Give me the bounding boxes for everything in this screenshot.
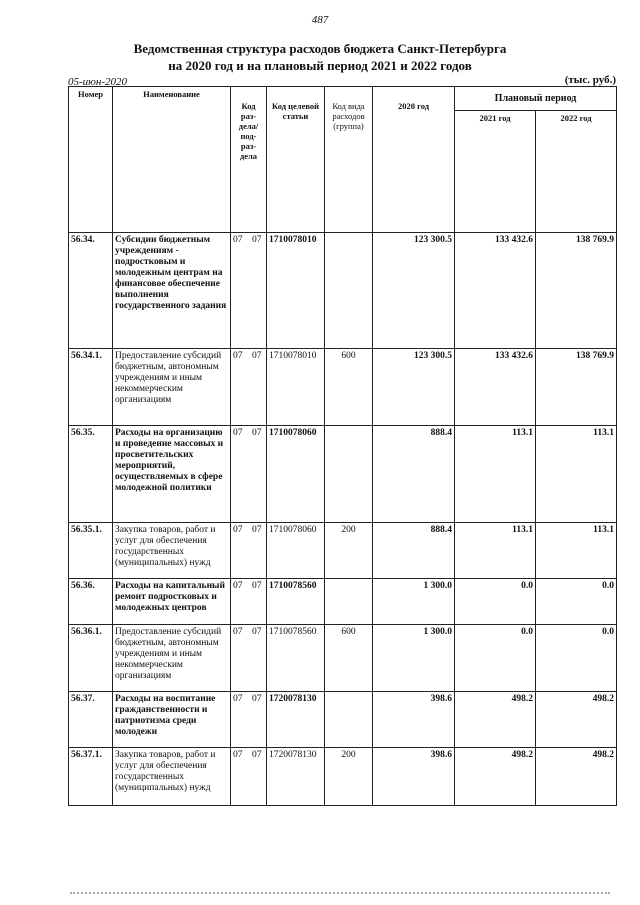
table-row xyxy=(69,233,617,349)
header-2021: 2021 год xyxy=(455,111,536,233)
table-row xyxy=(69,625,617,692)
document-date: 05-июн-2020 xyxy=(68,76,128,88)
document-title xyxy=(0,40,640,74)
row-2021-value: 133 432.6 xyxy=(455,349,536,426)
row-name: Расходы на организацию и проведение массовых и просветительских мероприятий, осуществляемых в сфере молодежной политики xyxy=(113,426,231,523)
table-body xyxy=(69,233,617,806)
row-name: Закупка товаров, работ и услуг для обеспечения государственных (муниципальных) нужд xyxy=(113,748,231,806)
row-2020-value: 398.6 xyxy=(373,692,455,748)
row-razdel: 07 07 xyxy=(231,426,267,523)
row-2020-value: 1 300.0 xyxy=(373,579,455,625)
row-target-code: 1710078010 xyxy=(267,349,325,426)
header-razdel: Код раз- дела/ под- раз- дела xyxy=(231,87,267,233)
row-2021-value: 0.0 xyxy=(455,579,536,625)
table-row xyxy=(69,692,617,748)
header-2020: 2020 год xyxy=(373,87,455,233)
title-line-1: Ведомственная структура расходов бюджета Санкт-Петербурга xyxy=(133,41,507,56)
page-number: 487 xyxy=(311,14,329,26)
row-target-code: 1720078130 xyxy=(267,692,325,748)
header-target-code: Код целевой статьи xyxy=(267,87,325,233)
row-2020-value: 1 300.0 xyxy=(373,625,455,692)
row-target-code: 1710078060 xyxy=(267,523,325,579)
row-number: 56.34. xyxy=(69,233,113,349)
row-target-code: 1710078560 xyxy=(267,625,325,692)
header-name: Наименование xyxy=(113,87,231,233)
row-2022-value: 498.2 xyxy=(536,748,617,806)
row-number: 56.36.1. xyxy=(69,625,113,692)
row-2022-value: 0.0 xyxy=(536,579,617,625)
row-2020-value: 888.4 xyxy=(373,426,455,523)
row-2020-value: 888.4 xyxy=(373,523,455,579)
row-target-code: 1710078010 xyxy=(267,233,325,349)
row-number: 56.36. xyxy=(69,579,113,625)
row-group-code: 600 xyxy=(325,625,373,692)
row-2022-value: 113.1 xyxy=(536,523,617,579)
row-number: 56.37.1. xyxy=(69,748,113,806)
row-2020-value: 123 300.5 xyxy=(373,349,455,426)
row-razdel: 07 07 xyxy=(231,692,267,748)
table-row xyxy=(69,748,617,806)
header-group-code: Код вида расходов (группа) xyxy=(325,87,373,233)
row-number: 56.34.1. xyxy=(69,349,113,426)
row-razdel: 07 07 xyxy=(231,748,267,806)
row-name: Расходы на капитальный ремонт подростковых и молодежных центров xyxy=(113,579,231,625)
row-2022-value: 138 769.9 xyxy=(536,349,617,426)
table-row xyxy=(69,426,617,523)
row-2020-value: 123 300.5 xyxy=(373,233,455,349)
row-group-code xyxy=(325,426,373,523)
row-2022-value: 138 769.9 xyxy=(536,233,617,349)
row-name: Предоставление субсидий бюджетным, автономным учреждениям и иным некоммерческим организациям xyxy=(113,349,231,426)
table-row xyxy=(69,349,617,426)
row-name: Расходы на воспитание гражданственности и патриотизма среди молодежи xyxy=(113,692,231,748)
row-razdel: 07 07 xyxy=(231,233,267,349)
row-2021-value: 133 432.6 xyxy=(455,233,536,349)
row-target-code: 1710078060 xyxy=(267,426,325,523)
row-2022-value: 498.2 xyxy=(536,692,617,748)
row-group-code: 200 xyxy=(325,748,373,806)
row-group-code: 200 xyxy=(325,523,373,579)
row-group-code xyxy=(325,692,373,748)
row-target-code: 1720078130 xyxy=(267,748,325,806)
title-line-2: на 2020 год и на плановый период 2021 и 2022 годов xyxy=(168,58,472,73)
row-target-code: 1710078560 xyxy=(267,579,325,625)
row-number: 56.37. xyxy=(69,692,113,748)
units-label: (тыс. руб.) xyxy=(564,74,616,86)
row-2020-value: 398.6 xyxy=(373,748,455,806)
row-number: 56.35.1. xyxy=(69,523,113,579)
row-2021-value: 498.2 xyxy=(455,692,536,748)
row-2022-value: 113.1 xyxy=(536,426,617,523)
row-2021-value: 113.1 xyxy=(455,426,536,523)
table-row xyxy=(69,579,617,625)
row-name: Субсидии бюджетным учреждениям - подростковым и молодежным центрам на финансовое обеспечение выполнения государственного задания xyxy=(113,233,231,349)
budget-table xyxy=(68,86,617,806)
header-planned-period: Плановый период xyxy=(455,87,617,111)
header-2022: 2022 год xyxy=(536,111,617,233)
row-number: 56.35. xyxy=(69,426,113,523)
row-group-code xyxy=(325,579,373,625)
row-2021-value: 0.0 xyxy=(455,625,536,692)
header-number: Номер xyxy=(69,87,113,233)
scan-footer-line xyxy=(70,892,610,898)
row-razdel: 07 07 xyxy=(231,579,267,625)
row-2021-value: 498.2 xyxy=(455,748,536,806)
row-name: Предоставление субсидий бюджетным, автономным учреждениям и иным некоммерческим организациям xyxy=(113,625,231,692)
row-razdel: 07 07 xyxy=(231,523,267,579)
row-razdel: 07 07 xyxy=(231,625,267,692)
table-row xyxy=(69,523,617,579)
row-group-code xyxy=(325,233,373,349)
row-2022-value: 0.0 xyxy=(536,625,617,692)
row-2021-value: 113.1 xyxy=(455,523,536,579)
row-razdel: 07 07 xyxy=(231,349,267,426)
row-name: Закупка товаров, работ и услуг для обеспечения государственных (муниципальных) нужд xyxy=(113,523,231,579)
row-group-code: 600 xyxy=(325,349,373,426)
